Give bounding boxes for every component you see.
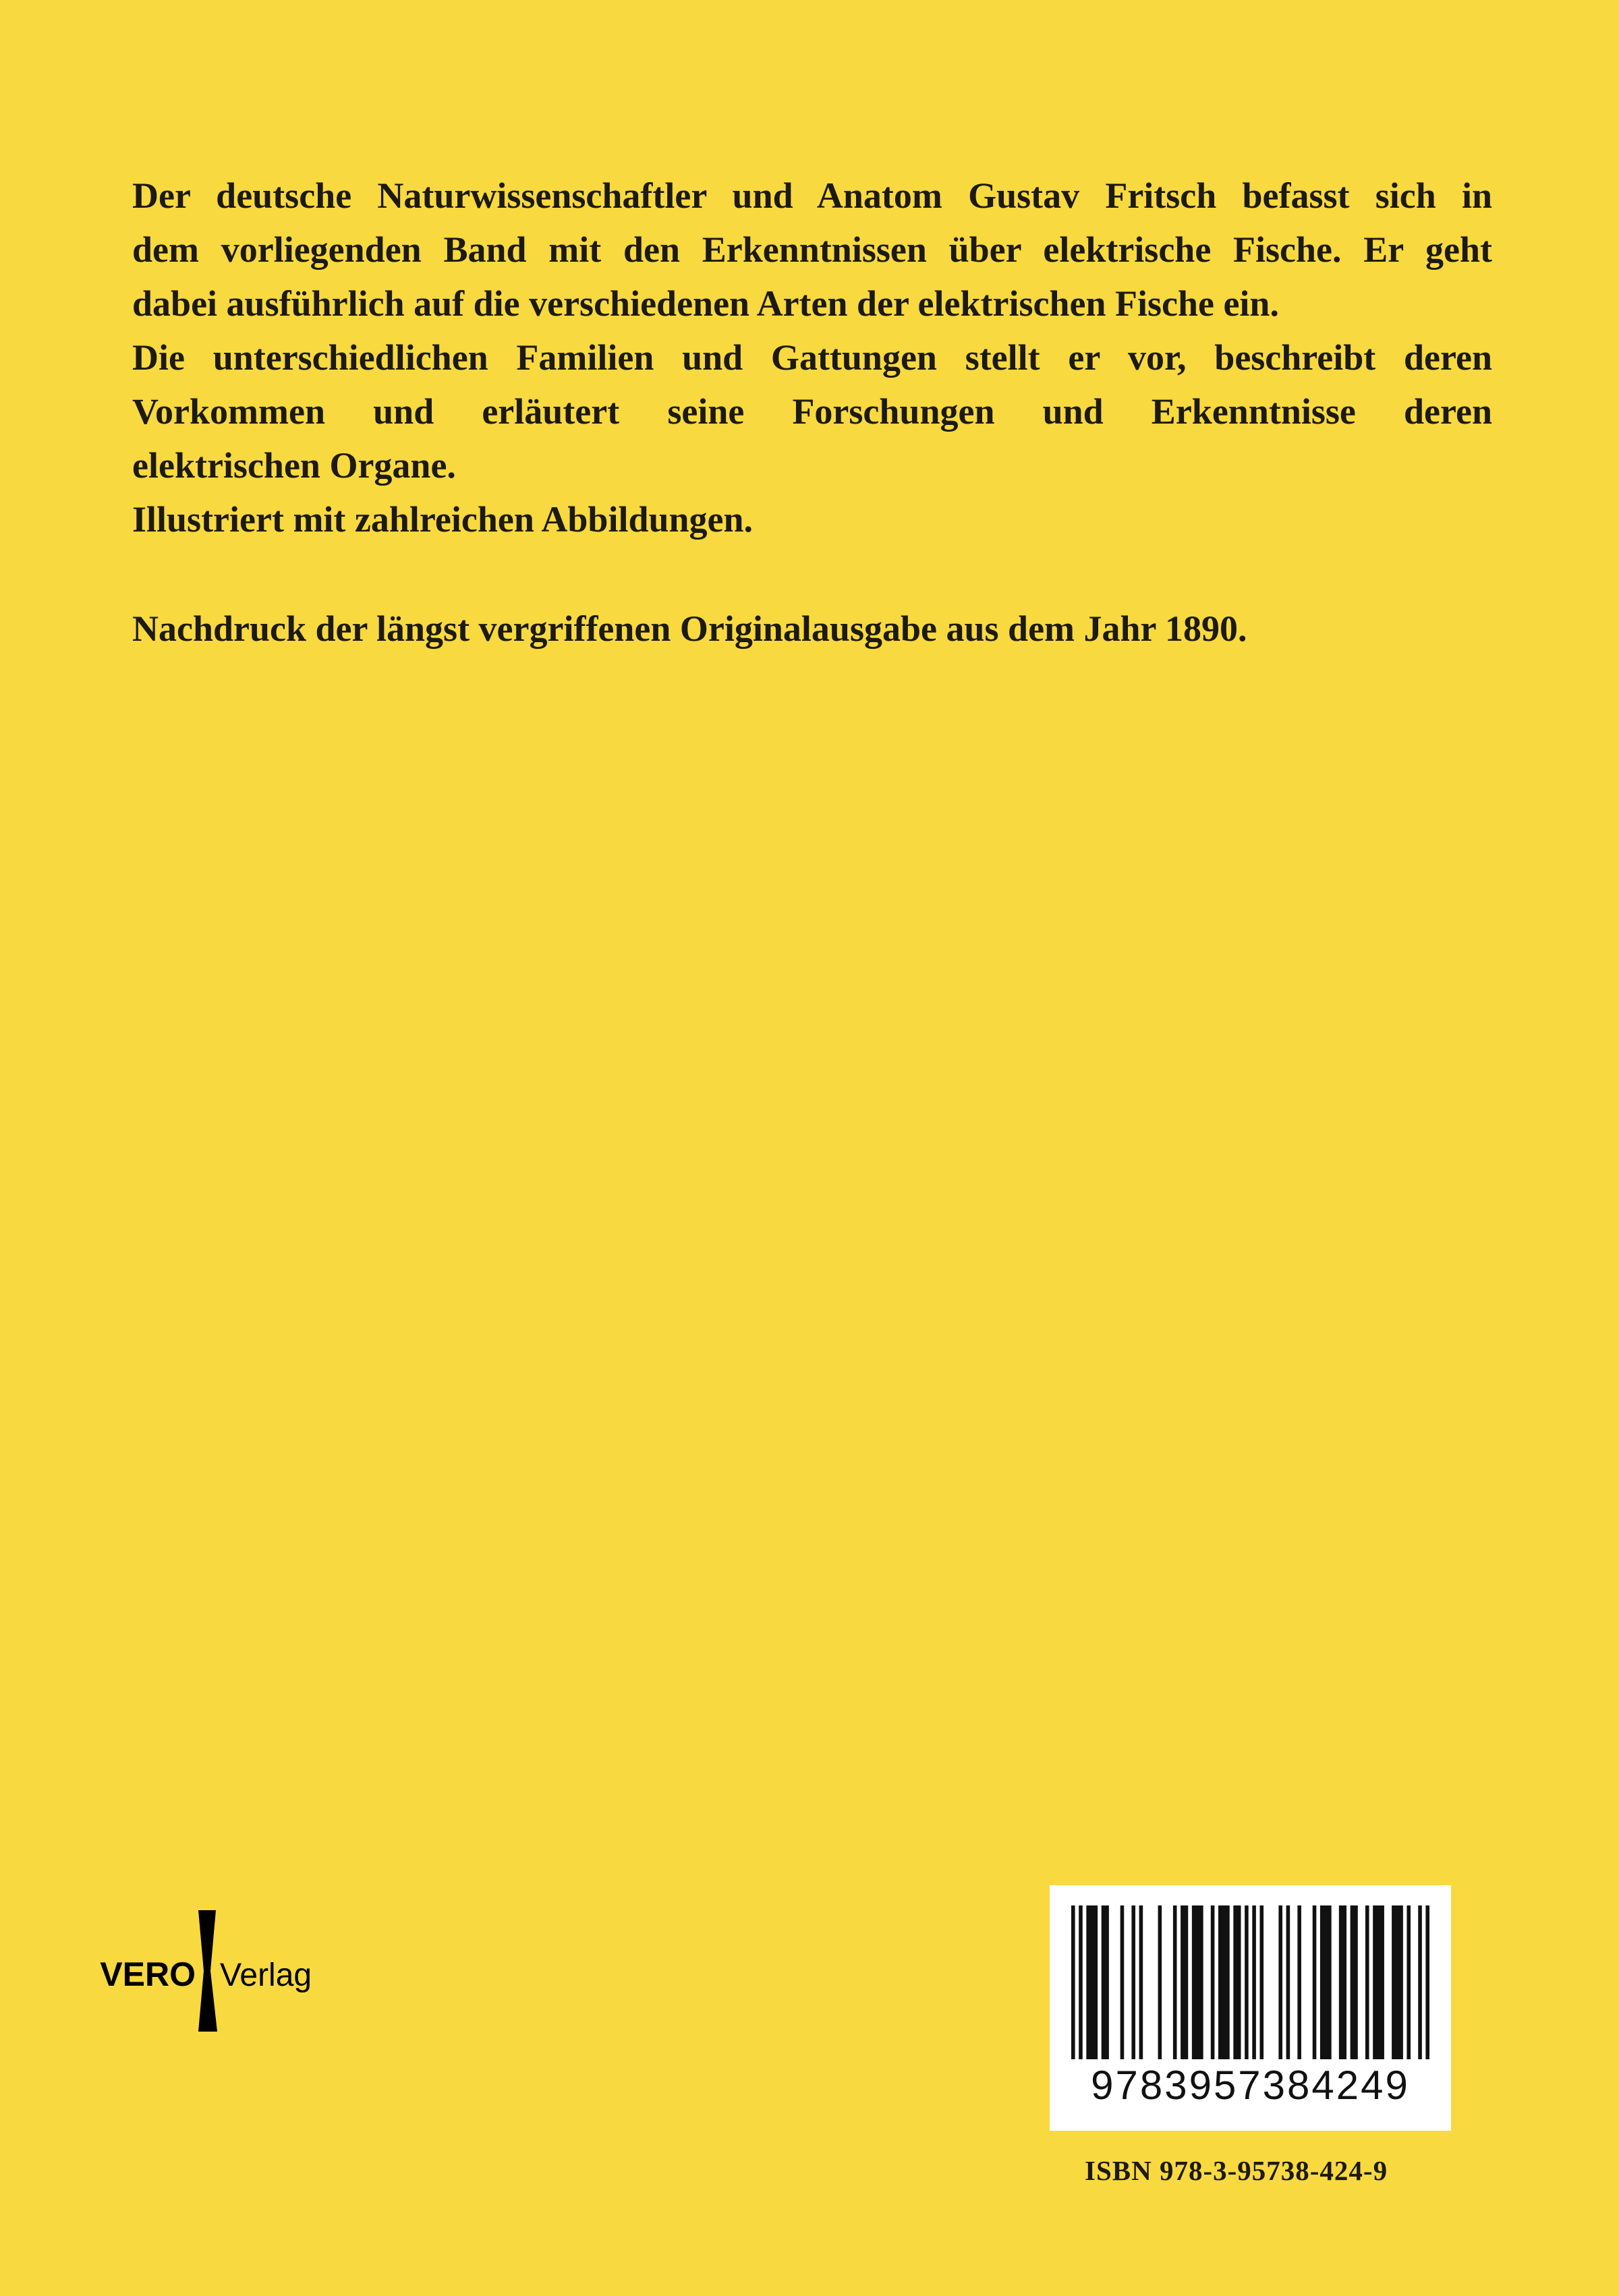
barcode-bar xyxy=(1131,1905,1135,2059)
barcode xyxy=(1050,1885,1451,2131)
barcode-bar xyxy=(1120,1905,1125,2059)
barcode-bars-icon xyxy=(1071,1905,1429,2059)
description-line: dem vorliegenden Band mit den Erkenntnissen über elektrische Fische. Er geht xyxy=(132,229,1492,270)
barcode-bar xyxy=(1245,1905,1249,2059)
barcode-bar xyxy=(1365,1905,1369,2059)
description-line: Der deutsche Naturwissenschaftler und Anatom Gustav Fritsch befasst sich in xyxy=(132,175,1492,216)
barcode-bar xyxy=(1407,1905,1411,2059)
barcode-bar xyxy=(1173,1905,1177,2059)
logo-word-verlag: Verlag xyxy=(220,1957,312,1993)
barcode-bar xyxy=(1139,1905,1143,2059)
barcode-bar xyxy=(1071,1905,1075,2059)
barcode-bar xyxy=(1278,1905,1282,2059)
description-paragraph xyxy=(132,169,1492,546)
barcode-bar xyxy=(1339,1905,1346,2059)
barcode-bar xyxy=(1218,1905,1230,2059)
barcode-bar xyxy=(1313,1905,1317,2059)
barcode-bar xyxy=(1252,1905,1256,2059)
description-line: Illustriert mit zahlreichen Abbildungen. xyxy=(132,499,754,540)
barcode-bar xyxy=(1425,1905,1429,2059)
barcode-digits: 9783957384249 xyxy=(1091,2063,1410,2108)
barcode-bar xyxy=(1320,1905,1332,2059)
barcode-bar xyxy=(1102,1905,1109,2059)
logo-word-vero: VERO xyxy=(100,1955,196,1993)
barcode-bar xyxy=(1286,1905,1290,2059)
book-description xyxy=(132,169,1492,656)
isbn-number: ISBN 978-3-95738-424-9 xyxy=(1085,2155,1388,2186)
reprint-note: Nachdruck der längst vergriffenen Originalausgabe aus dem Jahr 1890. xyxy=(132,608,1247,649)
barcode-bar xyxy=(1233,1905,1241,2059)
publisher-logo xyxy=(100,1910,335,2032)
barcode-bar xyxy=(1297,1905,1301,2059)
barcode-bar xyxy=(1181,1905,1188,2059)
barcode-bar xyxy=(1158,1905,1162,2059)
barcode-bar xyxy=(1259,1905,1263,2059)
description-line: dabei ausführlich auf die verschiedenen Arten der elektrischen Fische ein. xyxy=(132,283,1279,324)
barcode-bar xyxy=(1392,1905,1403,2059)
description-line: Die unterschiedlichen Familien und Gattungen stellt er vor, beschreibt deren xyxy=(132,337,1492,378)
description-line: elektrischen Organe. xyxy=(132,445,456,486)
barcode-bar xyxy=(1079,1905,1083,2059)
vero-verlag-logo-icon xyxy=(100,1910,335,2032)
barcode-bar xyxy=(1192,1905,1203,2059)
barcode-bar xyxy=(1373,1905,1384,2059)
description-line: Vorkommen und erläutert seine Forschungen und Erkenntnisse deren xyxy=(132,391,1492,432)
barcode-bar xyxy=(1211,1905,1215,2059)
barcode-bar xyxy=(1086,1905,1098,2059)
barcode-bar xyxy=(1418,1905,1422,2059)
barcode-bar xyxy=(1351,1905,1358,2059)
